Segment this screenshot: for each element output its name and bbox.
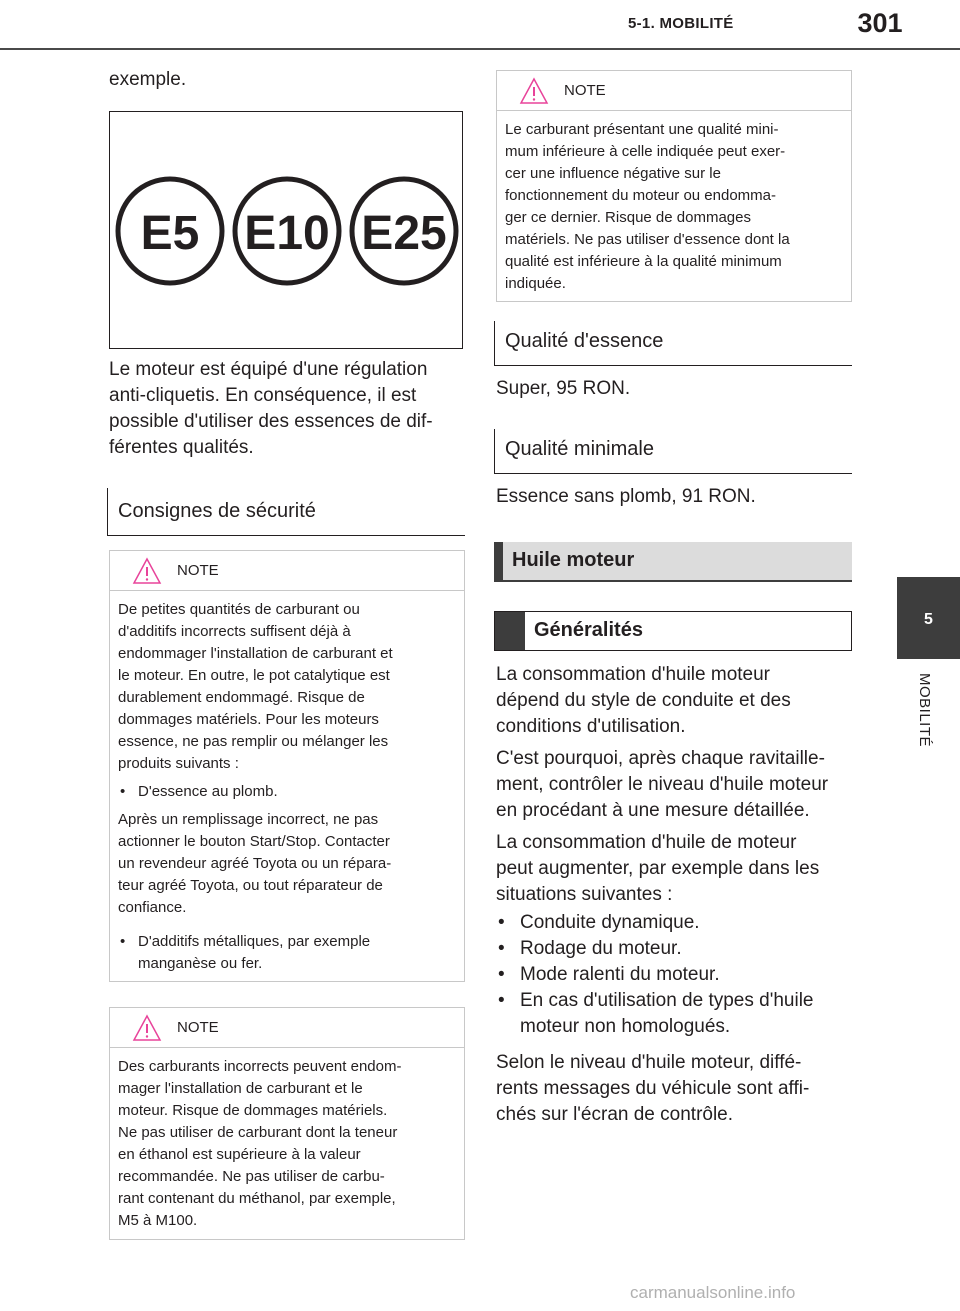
fuel-quality-text: Super, 95 RON. (496, 378, 631, 399)
text-line: De petites quantités de carburant ou (118, 601, 360, 618)
list-item-text: Mode ralenti du moteur. (520, 964, 720, 985)
header-rule (0, 48, 960, 50)
intro-text: exemple. (109, 69, 187, 90)
bullet-text: D'additifs métalliques, par exemple (138, 933, 371, 950)
oil-messages-paragraph (496, 1050, 809, 1128)
text-line: Le moteur est équipé d'une régulation (109, 359, 428, 380)
text-line: La consommation d'huile de moteur (496, 832, 797, 853)
note-text (118, 1056, 456, 1232)
note-box-ethanol (109, 1007, 465, 1240)
text-line: un revendeur agréé Toyota ou un répara- (118, 855, 392, 872)
note-body (110, 591, 464, 975)
text-line: dépend du style de conduite et des (496, 690, 791, 711)
heading-marker (495, 612, 525, 650)
note-bullet: • D'additifs métalliques, par exemple manganèse ou fer. (118, 931, 456, 975)
note-body (497, 111, 851, 295)
text-line: situations suivantes : (496, 884, 673, 905)
text-line: rant contenant du méthanol, par exemple, (118, 1190, 396, 1207)
text-line: indiquée. (505, 275, 566, 292)
general-title: Généralités (534, 619, 643, 641)
warning-icon (132, 557, 162, 585)
note-body (110, 1048, 464, 1232)
text-line: conditions d'utilisation. (496, 716, 686, 737)
oil-consumption-paragraph (496, 662, 791, 740)
note-text (118, 599, 456, 775)
bullet-text: D'essence au plomb. (138, 783, 278, 800)
note-text (118, 809, 456, 919)
text-line: essence, ne pas remplir ou mélanger les (118, 733, 389, 750)
note-label: NOTE (177, 562, 219, 579)
text-line: fonctionnement du moteur ou endomma- (505, 187, 776, 204)
list-item-continuation: moteur non homologués. (520, 1016, 731, 1037)
note-header (110, 551, 464, 591)
text-line: anti-cliquetis. En conséquence, il est (109, 385, 417, 406)
engine-oil-heading (494, 542, 852, 580)
text-line: en procédant à une mesure détaillée. (496, 800, 810, 821)
oil-increase-paragraph (496, 830, 819, 908)
text-line: en éthanol est supérieure à la valeur (118, 1146, 361, 1163)
safety-heading: Consignes de sécurité (107, 488, 465, 536)
chapter-tab: 5 (897, 577, 960, 659)
note-label: NOTE (564, 82, 606, 99)
fuel-label-e5: E5 (140, 207, 200, 260)
text-line: ger ce dernier. Risque de dommages (505, 209, 751, 226)
engine-oil-title: Huile moteur (512, 549, 635, 571)
heading-underline (494, 580, 852, 582)
bullet-text: manganèse ou fer. (138, 955, 263, 972)
text-line: La consommation d'huile moteur (496, 664, 770, 685)
text-line: cer une influence négative sur le (505, 165, 721, 182)
text-line: mum inférieure à celle indiquée peut exer- (505, 143, 786, 160)
text-line: actionner le bouton Start/Stop. Contacter (118, 833, 390, 850)
heading-marker (494, 542, 503, 580)
text-line: Ne pas utiliser de carburant dont la teneur (118, 1124, 398, 1141)
note-header (497, 71, 851, 111)
oil-check-paragraph (496, 746, 828, 824)
text-line: mager l'installation de carburant et le (118, 1080, 363, 1097)
text-line: Après un remplissage incorrect, ne pas (118, 811, 379, 828)
page-number: 301 (857, 8, 903, 38)
fuel-label-e10: E10 (244, 207, 330, 260)
text-line: possible d'utiliser des essences de dif- (109, 411, 433, 432)
general-heading (494, 611, 852, 651)
text-line: Le carburant présentant une qualité mini- (505, 121, 779, 138)
fuel-label-illustration (109, 111, 463, 349)
list-item: • Rodage du moteur. (498, 938, 682, 959)
text-line: le moteur. En outre, le pot catalytique est (118, 667, 390, 684)
fuel-label-svg (110, 112, 464, 350)
list-item: • En cas d'utilisation de types d'huile (498, 990, 814, 1011)
text-line: recommandée. Ne pas utiliser de carbu- (118, 1168, 385, 1185)
section-title: 5-1. MOBILITÉ (628, 15, 734, 32)
note-box-fuel-additives (109, 550, 465, 982)
note-header (110, 1008, 464, 1048)
note-text (505, 119, 843, 295)
text-line: M5 à M100. (118, 1212, 198, 1229)
text-line: férentes qualités. (109, 437, 254, 458)
note-box-min-quality (496, 70, 852, 302)
list-item: • Mode ralenti du moteur. (498, 964, 720, 985)
list-item-text: Conduite dynamique. (520, 912, 700, 933)
min-quality-text: Essence sans plomb, 91 RON. (496, 486, 756, 507)
text-line: durablement endommagé. Risque de (118, 689, 365, 706)
text-line: rents messages du véhicule sont affi- (496, 1078, 810, 1099)
text-line: produits suivants : (118, 755, 239, 772)
watermark: carmanualsonline.info (630, 1283, 796, 1302)
list-item-text: En cas d'utilisation de types d'huile (520, 990, 814, 1011)
text-line: moteur. Risque de dommages matériels. (118, 1102, 388, 1119)
text-line: peut augmenter, par exemple dans les (496, 858, 820, 879)
text-line: dommages matériels. Pour les moteurs (118, 711, 379, 728)
fuel-label-e25: E25 (361, 207, 447, 260)
list-item-text: Rodage du moteur. (520, 938, 682, 959)
chapter-label (896, 673, 960, 793)
text-line: matériels. Ne pas utiliser d'essence dont la (505, 231, 790, 248)
warning-icon (519, 77, 549, 105)
text-line: d'additifs incorrects suffisent déjà à (118, 623, 351, 640)
text-line: chés sur l'écran de contrôle. (496, 1104, 734, 1125)
text-line: Selon le niveau d'huile moteur, diffé- (496, 1052, 802, 1073)
text-line: ment, contrôler le niveau d'huile moteur (496, 774, 829, 795)
text-line: confiance. (118, 899, 187, 916)
note-label: NOTE (177, 1019, 219, 1036)
note-bullet: • D'essence au plomb. (120, 783, 278, 800)
antiknock-paragraph (109, 357, 433, 461)
fuel-quality-heading: Qualité d'essence (494, 321, 852, 366)
text-line: teur agréé Toyota, ou tout réparateur de (118, 877, 383, 894)
oil-situations-list (496, 910, 814, 1040)
list-item: • Conduite dynamique. (498, 912, 700, 933)
min-quality-heading: Qualité minimale (494, 429, 852, 474)
text-line: C'est pourquoi, après chaque ravitaille- (496, 748, 825, 769)
warning-icon (132, 1014, 162, 1042)
chapter-label-text: MOBILITÉ (916, 673, 933, 748)
text-line: Des carburants incorrects peuvent endom- (118, 1058, 402, 1075)
text-line: qualité est inférieure à la qualité minimum (505, 253, 782, 270)
text-line: endommager l'installation de carburant et (118, 645, 393, 662)
